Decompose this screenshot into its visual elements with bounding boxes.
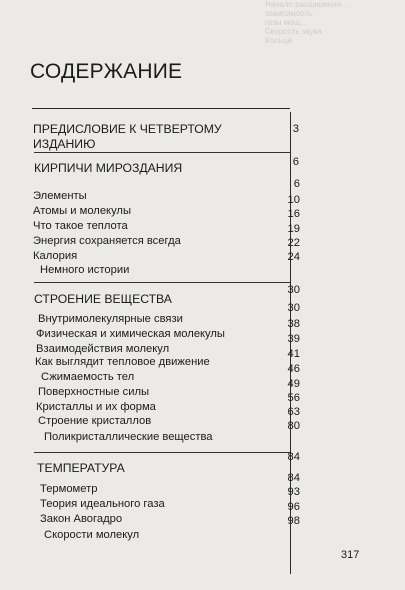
toc-entry-label: Кристаллы и их форма bbox=[36, 401, 156, 413]
toc-page-number: 63 bbox=[287, 406, 300, 418]
toc-entry-label: Как выглядит тепловое движение bbox=[35, 356, 210, 368]
toc-entry[interactable] bbox=[33, 235, 181, 248]
toc-page-number: 49 bbox=[287, 378, 300, 390]
toc-entry[interactable] bbox=[40, 483, 97, 496]
toc-entry-label: Калория bbox=[33, 250, 78, 262]
toc-entry-label: Взаимодействия молекул bbox=[36, 343, 170, 355]
toc-entry-label: Теория идеального газа bbox=[40, 498, 165, 510]
toc-section-stroenie[interactable] bbox=[34, 293, 172, 306]
toc-entry[interactable] bbox=[33, 190, 87, 203]
toc-entry[interactable] bbox=[38, 386, 149, 399]
toc-page-number: 84 bbox=[287, 451, 300, 463]
toc-section-title: СТРОЕНИЕ ВЕЩЕСТВА bbox=[34, 292, 172, 306]
toc-page-number: 30 bbox=[287, 302, 300, 314]
toc-entry-label: Атомы и молекулы bbox=[33, 205, 131, 217]
ghost-line: Кольца bbox=[265, 36, 292, 45]
toc-page-number: 3 bbox=[292, 123, 299, 135]
page-number: 317 bbox=[341, 549, 360, 561]
toc-page-number: 38 bbox=[287, 318, 300, 330]
page-title: СОДЕРЖАНИЕ bbox=[30, 60, 183, 83]
toc-page-number: 98 bbox=[287, 515, 300, 527]
toc-entry[interactable] bbox=[36, 328, 225, 341]
toc-entry-label: Энергия сохраняется всегда bbox=[33, 235, 181, 247]
toc-entry[interactable] bbox=[38, 313, 183, 326]
toc-entry-preface-cont bbox=[33, 138, 95, 151]
toc-entry-label: Скорости молекул bbox=[44, 529, 140, 541]
toc-entry-label: Строение кристаллов bbox=[38, 415, 152, 427]
toc-entry-label: Поверхностные силы bbox=[38, 386, 150, 398]
toc-page-number: 41 bbox=[287, 348, 300, 360]
toc-entry-label: Что такое теплота bbox=[33, 220, 128, 232]
toc-page-number: 96 bbox=[287, 501, 300, 513]
toc-page-number: 46 bbox=[287, 363, 300, 375]
toc-entry[interactable] bbox=[33, 250, 77, 263]
toc-entry-label: Сжимаемость тел bbox=[41, 371, 135, 383]
divider bbox=[34, 452, 290, 453]
toc-entry-label: Поликристаллические вещества bbox=[44, 431, 213, 443]
toc-entry-label: Элементы bbox=[33, 190, 87, 202]
divider bbox=[32, 108, 290, 109]
toc-entry[interactable] bbox=[40, 513, 122, 526]
toc-entry[interactable] bbox=[44, 529, 139, 542]
toc-entry[interactable] bbox=[33, 220, 128, 233]
ghost-line: газы мощ… bbox=[265, 18, 309, 27]
divider bbox=[34, 152, 290, 153]
toc-section-temperatura[interactable] bbox=[37, 462, 125, 475]
ghost-line: Начало расширения… bbox=[265, 0, 349, 9]
toc-page-number: 6 bbox=[292, 156, 299, 168]
toc-entry-label: ПРЕДИСЛОВИЕ К ЧЕТВЕРТОМУ bbox=[33, 122, 222, 136]
toc-page-number: 24 bbox=[287, 251, 300, 263]
toc-entry[interactable] bbox=[40, 498, 165, 511]
toc-entry-label: ИЗДАНИЮ bbox=[33, 137, 96, 151]
bleed-through-text bbox=[265, 0, 405, 90]
toc-page-number: 16 bbox=[287, 208, 300, 220]
ghost-line: зависимость bbox=[265, 9, 313, 18]
toc-entry[interactable] bbox=[40, 264, 129, 277]
toc-page-number: 80 bbox=[287, 420, 300, 432]
toc-entry[interactable] bbox=[36, 401, 156, 414]
toc-section-title: ТЕМПЕРАТУРА bbox=[37, 461, 125, 475]
toc-entry-label: Внутримолекулярные связи bbox=[38, 313, 183, 325]
toc-page-number: 10 bbox=[287, 194, 300, 206]
divider bbox=[34, 282, 290, 283]
toc-page-number: 22 bbox=[287, 237, 300, 249]
toc-entry[interactable] bbox=[41, 371, 134, 384]
toc-entry-label: Термометр bbox=[40, 483, 98, 495]
toc-entry-label: Закон Авогадро bbox=[40, 513, 123, 525]
toc-page-number: 30 bbox=[287, 284, 300, 296]
toc-entry[interactable] bbox=[33, 205, 131, 218]
toc-entry-label: Немного истории bbox=[40, 264, 130, 276]
toc-page-number: 93 bbox=[287, 486, 300, 498]
toc-page-number: 84 bbox=[287, 472, 300, 484]
toc-entry-label: Физическая и химическая молекулы bbox=[36, 328, 225, 340]
toc-entry[interactable] bbox=[38, 415, 151, 428]
toc-section-kirpichi[interactable] bbox=[34, 162, 182, 175]
ghost-line: Скорость звука bbox=[265, 27, 322, 36]
toc-entry-preface[interactable] bbox=[33, 123, 222, 136]
toc-page-number: 56 bbox=[287, 392, 300, 404]
toc-page-number: 19 bbox=[287, 223, 300, 235]
toc-entry[interactable] bbox=[44, 431, 213, 444]
toc-entry[interactable] bbox=[36, 343, 169, 356]
toc-entry[interactable] bbox=[35, 356, 210, 369]
toc-page-number: 6 bbox=[293, 178, 300, 190]
toc-section-title: КИРПИЧИ МИРОЗДАНИЯ bbox=[34, 161, 183, 175]
toc-page-number: 39 bbox=[287, 333, 300, 345]
